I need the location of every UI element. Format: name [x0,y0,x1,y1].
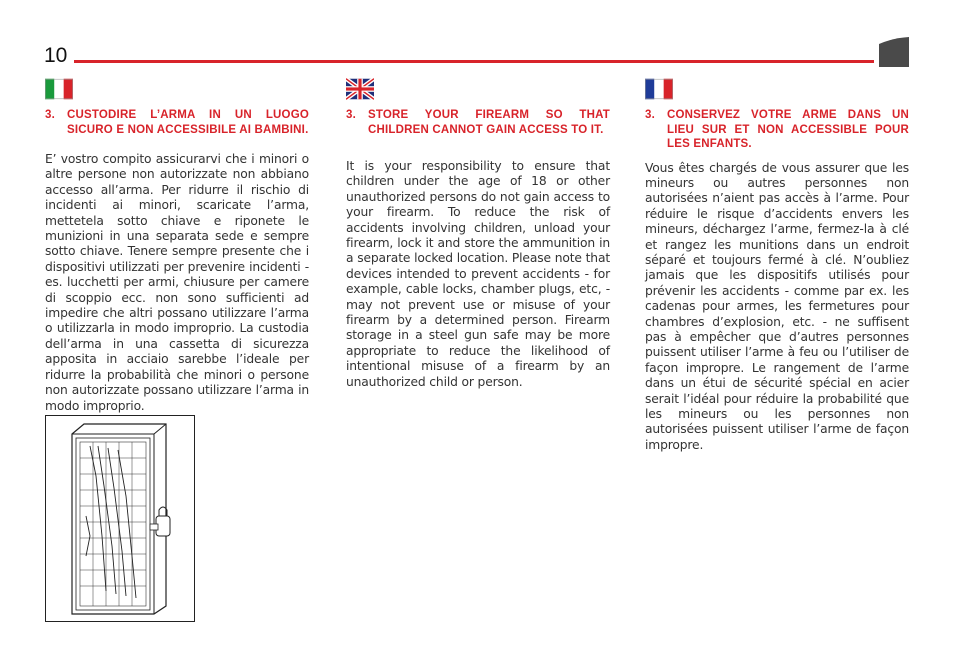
column-italian [45,108,309,414]
heading-text: CUSTODIRE L’ARMA IN UN LUOGO SICURO E NON ACCESSIBILE AI BAMBINI. [67,109,309,136]
section-heading [45,108,309,137]
corner-tab-icon [879,37,909,67]
page-number: 10 [44,44,68,67]
heading-number: 3. [645,109,655,121]
heading-number: 3. [346,109,356,121]
uk-flag-icon [346,78,374,100]
heading-text: CONSERVEZ VOTRE ARME DANS UN LIEU SUR ET NON ACCESSIBLE POUR LES ENFANTS. [667,109,909,150]
section-heading [645,108,909,152]
gun-safe-icon [46,416,194,621]
section-heading [346,108,610,137]
body-text: Vous êtes chargés de vous assurer que les mineurs ou autres personnes non autorisées n’aient pas accès à l’arme. Pour réduire le risque d’accidents envers les mineurs, déchargez l’arme, fermez-la à clé et rangez les munitions dans un endroit séparé et toujours fermé à clé. N’oubliez jamais que les dispositifs utilisés pour prévenir les accidents - comme par ex. les cadenas pour armes, les fermetures pour chambres d’explosion, etc. - ne suffisent pas à empêcher que d’autres personnes puissent utiliser l’arme à feu ou l’utiliser de façon impropre. Le rangement de l’arme dans un étui de sécurité spécial en acier serait l’idéal pour réduire la probabilité que les mineurs ou les personnes non autorisées puissent utiliser l’arme de façon impropre. [645,160,909,452]
heading-number: 3. [45,109,55,121]
body-text: E’ vostro compito assicurarvi che i minori o altre persone non autorizzate non abbiano accesso all’arma. Per ridurre il rischio di incidenti ai minori, scaricate l’arma, mettetela sotto chiave e riponete le munizioni in una separata sede e sempre sotto chiave. Tenere sempre presente che i dispositivi utilizzati per prevenire incidenti - es. lucchetti per armi, chiusure per camere di scoppio ecc. non sono sufficienti ad impedire che altri possano utilizzare l’arma o utilizzarla in modo improprio. La custodia dell’arma in una cassetta di sicurezza apposita in acciaio sarebbe l’ideale per ridurre la probabilità che minori o persone non autorizzate possano utilizzare l’arma in modo improprio. [45,152,309,413]
column-english [346,108,610,390]
italy-flag-icon [45,78,73,100]
france-flag-icon [645,78,673,100]
heading-text: STORE YOUR FIREARM SO THAT CHILDREN CANNOT GAIN ACCESS TO IT. [368,109,610,136]
column-french [645,108,909,453]
body-text: It is your responsibility to ensure that children under the age of 18 or other unauthorized persons do not gain access to your firearm. To reduce the risk of accidents involving children, unload your firearm, lock it and store the ammunition in a separate locked location. Please note that devices intended to prevent accidents - for example, cable locks, chamber plugs, etc, - may not prevent use or misuse of your firearm by a determined person. Firearm storage in a steel gun safe may be more appropriate to reduce the likelihood of intentional misuse of a firearm by an unauthorized child or person. [346,159,610,389]
header-rule [74,60,874,63]
gun-safe-illustration [45,415,195,622]
